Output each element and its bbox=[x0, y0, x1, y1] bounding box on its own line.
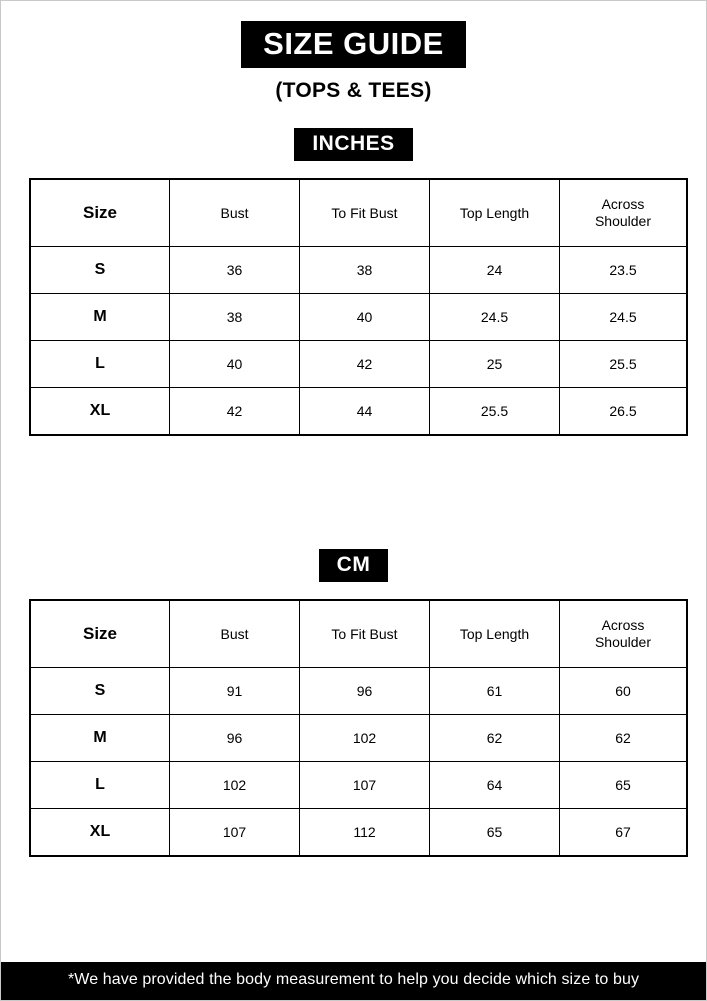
table-header-row bbox=[30, 600, 687, 668]
inches-section-header bbox=[1, 128, 706, 161]
cell-top-length: 24.5 bbox=[430, 294, 560, 341]
cell-size: M bbox=[30, 294, 170, 341]
cell-bust: 107 bbox=[170, 809, 300, 857]
page-header bbox=[1, 1, 706, 103]
column-header-across-shoulder bbox=[560, 600, 688, 668]
cell-to-fit-bust: 112 bbox=[300, 809, 430, 857]
cell-top-length: 25.5 bbox=[430, 388, 560, 436]
column-header-top-length: Top Length bbox=[430, 179, 560, 247]
cell-size: L bbox=[30, 341, 170, 388]
cell-bust: 91 bbox=[170, 668, 300, 715]
spacer-cm-badge-to-table bbox=[1, 582, 706, 599]
cell-to-fit-bust: 96 bbox=[300, 668, 430, 715]
cell-top-length: 25 bbox=[430, 341, 560, 388]
table-row bbox=[30, 762, 687, 809]
cm-section-header bbox=[1, 549, 706, 582]
cell-across-shoulder: 60 bbox=[560, 668, 688, 715]
column-header-bust: Bust bbox=[170, 179, 300, 247]
page-subtitle: (TOPS & TEES) bbox=[275, 79, 432, 102]
column-header-bust: Bust bbox=[170, 600, 300, 668]
cell-to-fit-bust: 42 bbox=[300, 341, 430, 388]
cell-bust: 40 bbox=[170, 341, 300, 388]
cell-across-shoulder: 24.5 bbox=[560, 294, 688, 341]
cell-across-shoulder: 25.5 bbox=[560, 341, 688, 388]
across-shoulder-line-2: Shoulder bbox=[594, 213, 652, 229]
cell-bust: 42 bbox=[170, 388, 300, 436]
table-row bbox=[30, 809, 687, 857]
cell-size: M bbox=[30, 715, 170, 762]
size-table-cm bbox=[29, 599, 688, 857]
footer-note: *We have provided the body measurement to help you decide which size to buy bbox=[1, 962, 706, 1000]
table-row bbox=[30, 294, 687, 341]
column-header-size: Size bbox=[30, 179, 170, 247]
cell-bust: 102 bbox=[170, 762, 300, 809]
table-row bbox=[30, 247, 687, 294]
cell-size: S bbox=[30, 668, 170, 715]
cm-table-wrap bbox=[1, 599, 706, 857]
cell-size: XL bbox=[30, 809, 170, 857]
cell-top-length: 61 bbox=[430, 668, 560, 715]
across-shoulder-line-1: Across bbox=[601, 616, 645, 633]
cell-to-fit-bust: 38 bbox=[300, 247, 430, 294]
table-row bbox=[30, 668, 687, 715]
cell-size: L bbox=[30, 762, 170, 809]
cell-bust: 38 bbox=[170, 294, 300, 341]
size-table-inches bbox=[29, 178, 688, 436]
cell-across-shoulder: 26.5 bbox=[560, 388, 688, 436]
table-row bbox=[30, 341, 687, 388]
cell-top-length: 24 bbox=[430, 247, 560, 294]
across-shoulder-line-2: Shoulder bbox=[594, 634, 652, 650]
cell-bust: 96 bbox=[170, 715, 300, 762]
spacer-title-to-inches bbox=[1, 103, 706, 128]
cell-across-shoulder: 62 bbox=[560, 715, 688, 762]
cell-across-shoulder: 23.5 bbox=[560, 247, 688, 294]
cell-across-shoulder: 67 bbox=[560, 809, 688, 857]
inches-table-wrap bbox=[1, 178, 706, 436]
unit-badge-inches: INCHES bbox=[294, 128, 412, 161]
table-row bbox=[30, 715, 687, 762]
column-header-across-shoulder bbox=[560, 179, 688, 247]
cell-bust: 36 bbox=[170, 247, 300, 294]
table-header-row bbox=[30, 179, 687, 247]
column-header-size: Size bbox=[30, 600, 170, 668]
cell-to-fit-bust: 102 bbox=[300, 715, 430, 762]
cell-top-length: 65 bbox=[430, 809, 560, 857]
column-header-to-fit-bust: To Fit Bust bbox=[300, 179, 430, 247]
cell-to-fit-bust: 107 bbox=[300, 762, 430, 809]
spacer-inches-badge-to-table bbox=[1, 161, 706, 178]
cell-to-fit-bust: 44 bbox=[300, 388, 430, 436]
spacer-between-sections bbox=[1, 436, 706, 549]
cell-top-length: 64 bbox=[430, 762, 560, 809]
across-shoulder-line-1: Across bbox=[601, 195, 645, 212]
cell-top-length: 62 bbox=[430, 715, 560, 762]
column-header-to-fit-bust: To Fit Bust bbox=[300, 600, 430, 668]
cell-across-shoulder: 65 bbox=[560, 762, 688, 809]
cell-size: S bbox=[30, 247, 170, 294]
column-header-top-length: Top Length bbox=[430, 600, 560, 668]
cell-size: XL bbox=[30, 388, 170, 436]
cell-to-fit-bust: 40 bbox=[300, 294, 430, 341]
page-title: SIZE GUIDE bbox=[241, 21, 466, 68]
unit-badge-cm: CM bbox=[319, 549, 389, 582]
table-row bbox=[30, 388, 687, 436]
